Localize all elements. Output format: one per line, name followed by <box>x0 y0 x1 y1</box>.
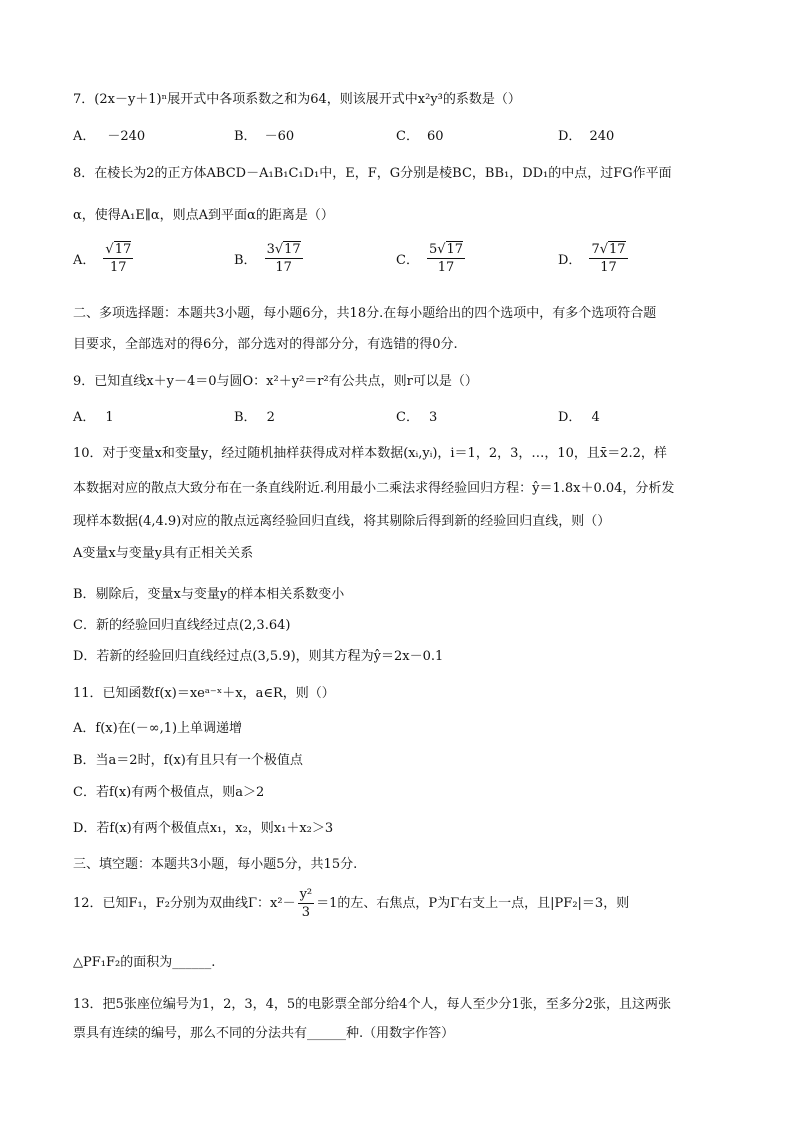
q7-option-c: C． 60 <box>396 129 444 144</box>
q10-stem-line2: 本数据对应的散点大致分布在一条直线附近.利用最小二乘法求得经验回归方程：ŷ＝1.8x＋0.04，分析发 <box>73 481 675 496</box>
q10-stem-line3: 现样本数据(4,4.9)对应的散点远离经验回归直线，将其剔除后得到新的经验回归直线，则（） <box>73 514 611 529</box>
q10-option-c: C．新的经验回归直线经过点(2,3.64) <box>73 618 291 633</box>
q9-option-d: D． 4 <box>558 410 600 425</box>
q8-option-d: D． $\frac{7√17}{17}$ <box>558 242 626 275</box>
q12-stem-line2: △PF₁F₂的面积为______. <box>73 955 216 970</box>
q8-option-b: B． $\frac{3√17}{17}$ <box>234 242 301 275</box>
q8-option-c: C． $\frac{5√17}{17}$ <box>396 242 464 275</box>
q9-option-a: A． 1 <box>73 410 114 425</box>
q11-option-d: D．若f(x)有两个极值点x₁，x₂，则x₁＋x₂＞3 <box>73 821 334 836</box>
q7-option-a: A． －240 <box>73 129 146 144</box>
q8-option-a: A． $\frac{√17}{17}$ <box>73 242 132 275</box>
q11-option-b: B．当a＝2时，f(x)有且只有一个极值点 <box>73 753 303 768</box>
q7-option-b: B． －60 <box>234 129 295 144</box>
section3-heading: 三、填空题：本题共3小题，每小题5分，共15分. <box>73 857 358 872</box>
q9-stem: 9．已知直线x＋y－4＝0与圆O：x²＋y²＝r²有公共点，则r可以是（） <box>73 374 478 389</box>
q10-option-d: D．若新的经验回归直线经过点(3,5.9)，则其方程为ŷ＝2x－0.1 <box>73 649 444 664</box>
q8-stem-line2: α，使得A₁E∥α，则点A到平面α的距离是（） <box>73 208 334 223</box>
q11-option-a: A．f(x)在(－∞,1)上单调递增 <box>73 721 243 736</box>
q7-stem: 7．(2x－y＋1)ⁿ展开式中各项系数之和为64，则该展开式中x²y³的系数是（） <box>73 92 521 107</box>
q10-stem-line1: 10．对于变量x和变量y，经过随机抽样获得成对样本数据(xᵢ,yᵢ)，i＝1，2，3，…，10，且x̄＝2.2，样 <box>73 446 667 461</box>
q13-stem-line1: 13．把5张座位编号为1，2，3，4，5的电影票全部分给4个人，每人至少分1张，至多分2张，且这两张 <box>73 997 671 1012</box>
q13-stem-line2: 票具有连续的编号，那么不同的分法共有______种.（用数字作答） <box>73 1026 455 1041</box>
q11-stem: 11．已知函数f(x)＝xeᵃ⁻ˣ＋x，a∈R，则（） <box>73 686 335 701</box>
q9-option-c: C． 3 <box>396 410 438 425</box>
q12-stem-line1: 12．已知F₁，F₂分别为双曲线Γ：x²－ $\frac{\text{y²}}{3}$ ＝1的左、右焦点，P为Γ右支上一点，且|PF₂|＝3，则 <box>73 887 630 920</box>
q10-option-b: B．剔除后，变量x与变量y的样本相关系数变小 <box>73 587 345 602</box>
section2-heading-line2: 目要求，全部选对的得6分，部分选对的得部分分，有选错的得0分. <box>73 337 458 352</box>
q9-option-b: B． 2 <box>234 410 275 425</box>
q10-option-a: A变量x与变量y具有正相关关系 <box>73 546 254 561</box>
q11-option-c: C．若f(x)有两个极值点，则a＞2 <box>73 785 265 800</box>
q7-option-d: D． 240 <box>558 129 615 144</box>
section2-heading-line1: 二、多项选择题：本题共3小题，每小题6分，共18分.在每小题给出的四个选项中，有多个选项符合题 <box>73 306 657 321</box>
q8-stem-line1: 8．在棱长为2的正方体ABCD－A₁B₁C₁D₁中，E，F，G分别是棱BC，BB₁，DD₁的中点，过FG作平面 <box>73 166 672 181</box>
